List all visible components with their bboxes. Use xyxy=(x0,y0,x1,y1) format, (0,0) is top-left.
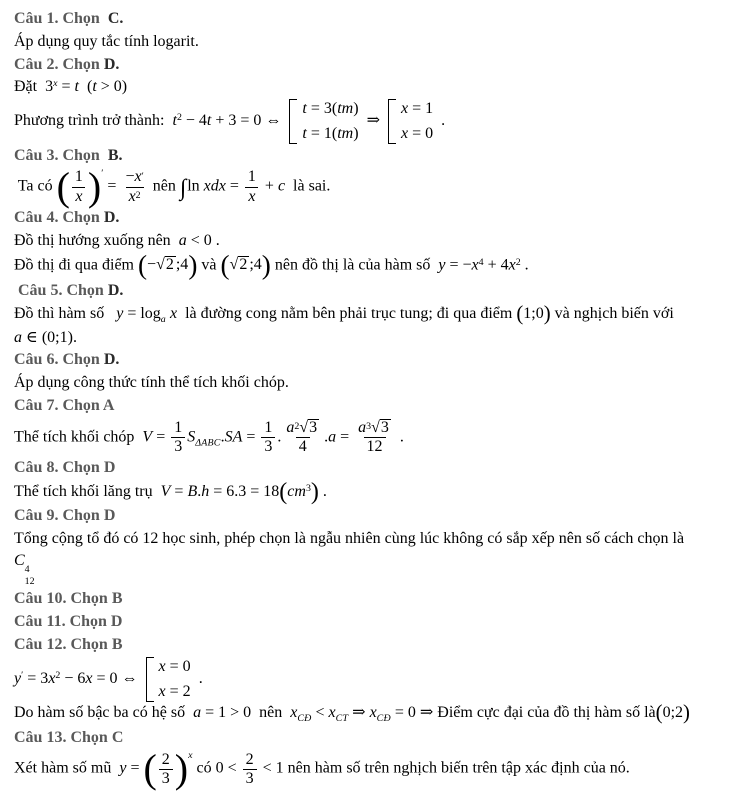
subscript: CĐ xyxy=(376,712,391,724)
cases-row xyxy=(401,124,433,143)
text-run: . xyxy=(197,483,202,501)
solution-math-line xyxy=(14,746,739,792)
text-run: Đồ thị hướng xuống nên xyxy=(14,232,179,250)
text-run: − 4 xyxy=(181,112,207,130)
right-paren-icon: ) xyxy=(543,302,551,326)
left-bracket-icon xyxy=(289,99,297,143)
fraction xyxy=(261,419,275,457)
fraction-denominator xyxy=(243,769,257,788)
left-paren-icon: ( xyxy=(220,249,230,280)
math-variable: tm xyxy=(337,100,354,118)
fraction-numerator xyxy=(72,168,86,186)
fraction-numerator xyxy=(245,168,259,186)
heading-prefix: Câu 5. Chọn xyxy=(14,281,104,299)
solution-math-line xyxy=(14,249,739,280)
superscript: 2 xyxy=(55,670,61,682)
heading-prefix: Câu 1. Chọn xyxy=(14,10,100,27)
text-run: = xyxy=(103,178,121,196)
fraction xyxy=(355,419,394,457)
answer-letter: D xyxy=(99,507,116,525)
math-variable: t xyxy=(206,112,212,130)
text-run: = 0 xyxy=(408,125,434,143)
text-run: nên đồ thị là của hàm số xyxy=(270,256,439,274)
text-run: Phương trình trở thành: xyxy=(14,112,173,130)
answer-letter: C xyxy=(107,728,124,746)
math-variable: a xyxy=(14,328,22,346)
left-paren-icon: ( xyxy=(137,249,148,280)
math-variable: x xyxy=(471,256,479,274)
text-run: . xyxy=(220,428,225,446)
fraction-numerator xyxy=(261,419,275,437)
fraction xyxy=(283,419,322,457)
text-run: Xét hàm số mũ xyxy=(14,760,120,778)
question-heading xyxy=(14,506,739,527)
sqrt-radical xyxy=(230,255,250,276)
left-paren-icon: ( xyxy=(279,479,288,506)
text-run: < 0 . xyxy=(186,232,220,250)
sqrt-body: 3 xyxy=(309,418,318,436)
paren-content xyxy=(663,703,683,724)
text-run: < 1 nên hàm số trên nghịch biến trên tập xác định của nó. xyxy=(258,760,630,778)
text-run: . xyxy=(395,428,404,446)
left-bracket-icon xyxy=(388,99,396,143)
question-heading xyxy=(14,281,739,302)
superscript: 2 xyxy=(294,420,300,432)
math-variable: x xyxy=(369,703,377,721)
text-run: = 1( xyxy=(306,125,338,143)
math-variable: a xyxy=(286,418,295,436)
right-paren-icon: ) xyxy=(683,701,690,725)
answer-letter: D. xyxy=(103,281,124,299)
heading-prefix: Câu 2. Chọn xyxy=(14,55,100,73)
text-run: . xyxy=(324,428,329,446)
cases-group xyxy=(146,657,191,701)
right-paren-icon: ) xyxy=(310,479,319,506)
cases-row xyxy=(302,99,358,118)
text-run: là sai. xyxy=(285,178,331,196)
text-run: 1 xyxy=(247,168,256,186)
solution-math-line xyxy=(14,164,739,210)
solution-math-line xyxy=(14,304,739,327)
sub-superscript xyxy=(25,564,35,587)
text-run: − 6 xyxy=(60,670,86,688)
text-run: 1 xyxy=(74,168,83,186)
text-run: . xyxy=(277,428,282,446)
fraction-numerator xyxy=(283,419,322,437)
text-run: − xyxy=(125,168,135,186)
sqrt-radical xyxy=(371,419,391,437)
fraction-numerator xyxy=(122,168,146,186)
text-run: = 0 ⇔ xyxy=(92,670,142,688)
math-variable: x xyxy=(400,125,409,143)
text-run: = 3( xyxy=(306,100,338,118)
math-variable: t xyxy=(302,100,307,118)
question-heading xyxy=(14,350,739,371)
text-run: 0;2 xyxy=(662,703,684,721)
text-run: ⇒ xyxy=(362,112,384,130)
fraction-numerator xyxy=(243,751,257,769)
question-heading xyxy=(14,635,739,656)
heading-prefix: Câu 4. Chọn xyxy=(14,209,100,227)
text-run: = 1 xyxy=(408,100,434,118)
text-run: ) xyxy=(353,100,359,118)
question-heading xyxy=(14,9,739,30)
text-run: 3 xyxy=(161,769,170,787)
big-parentheses xyxy=(279,481,319,504)
fraction xyxy=(159,751,173,789)
text-run: = log xyxy=(123,304,161,322)
fraction-denominator xyxy=(171,437,185,456)
left-paren-icon: ( xyxy=(56,164,70,210)
solution-math-line xyxy=(14,99,739,143)
text-run: + 3 = 0 ⇔ xyxy=(211,112,286,130)
text-run: = 0 xyxy=(165,658,191,676)
sqrt-body: 3 xyxy=(380,418,389,436)
solution-math-line xyxy=(14,703,739,726)
math-variable: x xyxy=(508,256,516,274)
math-variable: x xyxy=(75,187,83,205)
text-run: . xyxy=(520,256,529,274)
text-run: 3 xyxy=(174,438,183,456)
math-variable: x xyxy=(169,304,178,322)
question-heading xyxy=(14,55,739,76)
heading-prefix: Câu 11. Chọn xyxy=(14,612,107,630)
text-run: = xyxy=(336,428,354,446)
text-run: Thể tích khối chóp xyxy=(14,428,143,446)
big-parentheses xyxy=(143,746,189,792)
fraction xyxy=(122,168,146,206)
text-run: = xyxy=(225,178,243,196)
math-variable: c xyxy=(277,178,286,196)
text-run: + xyxy=(260,178,278,196)
math-variable: S xyxy=(187,428,196,446)
math-variable: SA xyxy=(224,428,243,446)
question-heading xyxy=(14,208,739,229)
text-run: Thể tích khối lăng trụ xyxy=(14,483,161,501)
paren-content xyxy=(287,482,311,503)
superscript: 2 xyxy=(515,256,521,268)
fraction xyxy=(245,168,259,206)
math-variable: y xyxy=(14,670,22,688)
solution-math-line xyxy=(14,328,739,349)
math-variable: x xyxy=(158,683,166,701)
math-variable: t xyxy=(74,78,79,96)
cases-group xyxy=(289,99,358,143)
solution-text: Tổng cộng tổ đó có 12 học sinh, phép chọn là ngẫu nhiên cùng lúc không có sắp xếp nên số cách chọn là xyxy=(14,529,685,547)
fraction xyxy=(72,168,86,206)
big-parentheses xyxy=(516,304,550,325)
subscript: ΔABC xyxy=(195,437,221,449)
radical-icon: √ xyxy=(299,418,309,436)
question-heading xyxy=(14,396,739,417)
math-variable: t xyxy=(302,125,307,143)
answer-letter: D. xyxy=(99,351,120,369)
text-run: > 0) xyxy=(96,78,128,96)
math-variable: a xyxy=(358,418,367,436)
answer-letter: D. xyxy=(99,55,120,73)
question-heading xyxy=(14,589,739,610)
paren-content xyxy=(230,255,262,276)
big-parentheses xyxy=(220,249,271,280)
text-run: ( xyxy=(79,78,93,96)
sqrt-radical xyxy=(156,255,176,276)
radical-icon: √ xyxy=(156,256,165,274)
text-run: 12 xyxy=(366,438,383,456)
superscript: 2 xyxy=(176,112,182,124)
solution-math-line xyxy=(14,657,739,701)
heading-prefix: Câu 12. Chọn xyxy=(14,635,108,653)
solution-math-line xyxy=(14,419,739,457)
superscript: 3 xyxy=(305,483,311,495)
solution-math-line xyxy=(14,551,739,587)
math-variable: B xyxy=(187,483,198,501)
text-run: ;4 xyxy=(249,256,262,274)
math-variable: x xyxy=(248,187,256,205)
math-variable: y xyxy=(116,304,124,322)
heading-prefix: Câu 7. Chọn xyxy=(14,396,100,414)
fraction-denominator xyxy=(296,437,310,456)
fraction-denominator xyxy=(159,769,173,788)
heading-prefix: Câu 10. Chọn xyxy=(14,589,108,607)
text-run: ⇒ xyxy=(348,703,370,721)
subscript: CT xyxy=(335,712,349,724)
question-heading xyxy=(14,458,739,479)
fraction-numerator xyxy=(171,419,185,437)
text-run: = 6.3 = 18 xyxy=(209,483,280,501)
text-run: có 0 < xyxy=(192,760,241,778)
cases-row xyxy=(159,682,191,701)
math-variable: cm xyxy=(287,483,306,501)
paren-content xyxy=(157,751,175,789)
radical-icon: √ xyxy=(229,256,239,274)
subscript: 12 xyxy=(24,575,35,587)
big-parentheses xyxy=(656,703,690,724)
sqrt-body: 2 xyxy=(239,256,248,274)
text-run: = 3 xyxy=(23,670,49,688)
superscript: 4 xyxy=(478,256,484,268)
text-run: < xyxy=(311,703,329,721)
text-run: + 4 xyxy=(483,256,509,274)
text-run: = − xyxy=(445,256,472,274)
question-heading xyxy=(14,612,739,633)
text-run: 1 xyxy=(264,418,273,436)
fraction-numerator xyxy=(159,751,173,769)
cases-row xyxy=(159,657,191,676)
text-run: nên xyxy=(148,178,180,196)
text-run: Đặt 3 xyxy=(14,78,54,96)
text-run: ) xyxy=(353,125,359,143)
text-run: . xyxy=(194,670,203,688)
subscript: a xyxy=(160,313,166,325)
text-run: . xyxy=(437,112,446,130)
heading-prefix: Câu 6. Chọn xyxy=(14,351,100,369)
right-paren-icon: ) xyxy=(87,164,102,210)
math-variable: x xyxy=(48,670,56,688)
text-run: = xyxy=(242,428,260,446)
math-variable: y xyxy=(438,256,446,274)
math-variable: t xyxy=(172,112,177,130)
math-variable: x xyxy=(328,703,336,721)
math-variable: y xyxy=(119,760,127,778)
math-variable: a xyxy=(178,232,187,250)
heading-prefix: Câu 8. Chọn xyxy=(14,459,100,477)
left-paren-icon: ( xyxy=(655,701,663,725)
cases-row xyxy=(401,99,433,118)
text-run: ;4 xyxy=(175,256,189,274)
fraction-denominator xyxy=(72,187,85,206)
math-variable: t xyxy=(92,78,97,96)
heading-prefix: Câu 3. Chọn xyxy=(14,146,100,164)
math-variable: a xyxy=(328,428,337,446)
text-run: = xyxy=(170,483,188,501)
answer-letter: A xyxy=(99,396,115,414)
math-variable: x xyxy=(85,670,93,688)
cases-row xyxy=(302,124,358,143)
question-heading xyxy=(14,146,739,167)
solution-math-line xyxy=(14,77,739,98)
math-variable: x xyxy=(158,658,166,676)
cases-rows xyxy=(159,657,191,701)
left-paren-icon: ( xyxy=(143,746,157,792)
solution-text: Áp dụng công thức tính thể tích khối chóp. xyxy=(14,374,289,392)
left-bracket-icon xyxy=(146,657,154,701)
answer-letter: B. xyxy=(99,146,123,164)
text-run: = 2 xyxy=(165,683,191,701)
heading-prefix: Câu 13. Chọn xyxy=(14,728,108,746)
math-variable: x xyxy=(134,168,142,186)
right-paren-icon: ) xyxy=(188,249,198,280)
superscript: ′ xyxy=(21,670,24,682)
text-run: = 1 > 0 nên xyxy=(201,703,291,721)
cases-group xyxy=(388,99,433,143)
left-paren-icon: ( xyxy=(516,302,524,326)
solution-text: Áp dụng quy tắc tính logarit. xyxy=(14,32,199,50)
text-run: Đồ thì hàm số xyxy=(14,304,117,322)
answer-letter: C. xyxy=(99,10,124,27)
math-variable: C xyxy=(14,551,25,569)
solution-math-line xyxy=(14,481,739,504)
text-run: Ta có xyxy=(14,178,57,196)
fraction-denominator xyxy=(126,187,144,206)
math-variable: tm xyxy=(337,125,354,143)
answer-letter: D. xyxy=(99,209,120,227)
text-run: 2 xyxy=(161,750,170,768)
paren-content xyxy=(70,168,88,206)
heading-prefix: Câu 9. Chọn xyxy=(14,507,100,525)
text-run: 1;0 xyxy=(523,304,544,322)
solution-math-line xyxy=(14,231,739,252)
text-run: = 0 ⇒ Điểm cực đại của đồ thị hàm số là xyxy=(390,703,656,721)
math-variable: x xyxy=(400,100,409,118)
paren-content xyxy=(147,255,188,276)
superscript: x xyxy=(53,78,58,90)
text-run: Do hàm số bậc ba có hệ số xyxy=(14,703,194,721)
fraction-denominator xyxy=(364,437,386,456)
fraction-denominator xyxy=(245,187,258,206)
text-run: . xyxy=(318,483,327,501)
text-run: và nghịch biến với xyxy=(550,304,674,322)
superscript: 3 xyxy=(366,420,372,432)
math-variable: V xyxy=(160,483,171,501)
text-run: 3 xyxy=(264,438,273,456)
math-variable: a xyxy=(193,703,202,721)
text-run: và xyxy=(197,256,221,274)
text-run: = xyxy=(57,78,75,96)
fraction-numerator xyxy=(355,419,394,437)
math-variable: V xyxy=(142,428,153,446)
text-run: 4 xyxy=(298,438,307,456)
text-run: ∈ (0;1). xyxy=(22,328,77,346)
radical-icon: √ xyxy=(371,418,380,436)
paren-content xyxy=(523,304,543,325)
cases-rows xyxy=(401,99,433,143)
answer-letter: D xyxy=(99,459,116,477)
text-run: 3 xyxy=(245,769,254,787)
math-variable: h xyxy=(201,483,210,501)
math-variable: x xyxy=(128,187,136,205)
text-run: ln xyxy=(187,178,204,196)
question-heading xyxy=(14,728,739,749)
right-paren-icon: ) xyxy=(174,746,189,792)
cases-rows xyxy=(302,99,358,143)
fraction-denominator xyxy=(261,437,275,456)
answer-letter: B xyxy=(107,589,123,607)
text-run: = xyxy=(152,428,170,446)
math-variable: x xyxy=(290,703,298,721)
big-parentheses xyxy=(56,164,102,210)
text-run: = xyxy=(126,760,144,778)
superscript: 2 xyxy=(135,189,141,201)
sqrt-body: 2 xyxy=(165,256,174,274)
superscript: ′ xyxy=(141,170,144,182)
text-run: 2 xyxy=(245,750,254,768)
answer-letter: B xyxy=(107,635,123,653)
answer-letter: D xyxy=(106,612,123,630)
text-run: − xyxy=(147,256,157,274)
right-paren-icon: ) xyxy=(261,249,271,280)
sqrt-radical xyxy=(299,419,319,437)
big-parentheses xyxy=(137,249,198,280)
superscript: ′ xyxy=(101,168,104,180)
fraction xyxy=(243,751,257,789)
fraction xyxy=(171,419,185,457)
text-run: 1 xyxy=(174,418,183,436)
math-variable: xdx xyxy=(203,178,226,196)
integral-icon: ∫ xyxy=(179,175,187,202)
superscript: x xyxy=(188,750,193,762)
superscript: 4 xyxy=(24,564,30,576)
text-run: là đường cong nằm bên phải trục tung; đi qua điểm xyxy=(177,304,517,322)
text-run: Đồ thị đi qua điểm xyxy=(14,256,138,274)
subscript: CĐ xyxy=(297,712,312,724)
